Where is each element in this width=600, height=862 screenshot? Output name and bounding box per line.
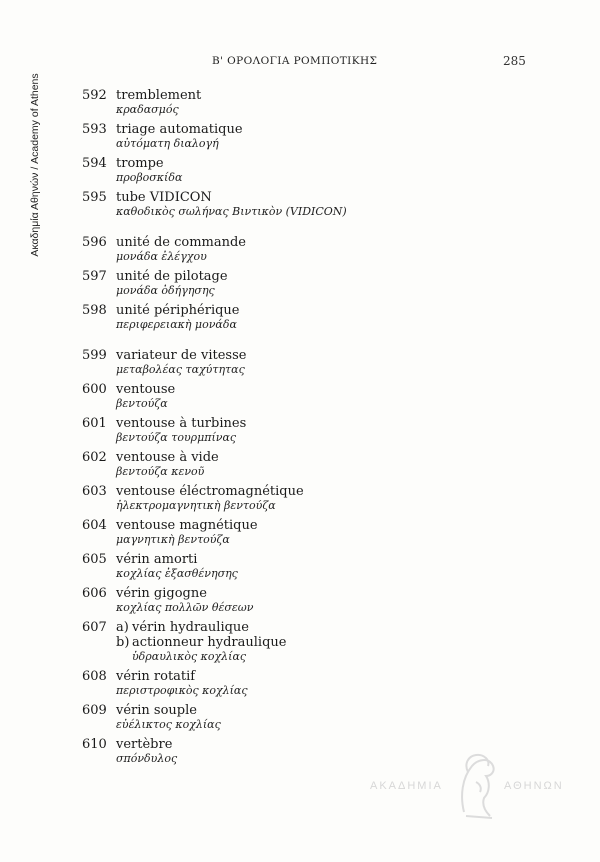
glossary-entry	[82, 190, 502, 218]
entry-term: unité périphérique	[116, 303, 240, 318]
entry-term: ventouse à vide	[116, 450, 219, 465]
entry-term-a: vérin hydraulique	[132, 620, 249, 635]
entry-greek: περιστροφικὸς κοχλίας	[116, 684, 248, 697]
entry-greek: βεντούζα τουρμπίνας	[116, 431, 237, 444]
glossary-entry	[82, 620, 502, 663]
entry-number: 608	[82, 669, 107, 684]
entry-term: tube VIDICON	[116, 190, 212, 205]
entry-term: vérin rotatif	[116, 669, 196, 684]
entry-greek: σπόνδυλος	[116, 752, 178, 765]
entry-greek: ἠλεκτρομαγνητικὴ βεντούζα	[116, 499, 276, 512]
entry-number: 602	[82, 450, 107, 465]
entry-greek: μεταβολέας ταχύτητας	[116, 363, 245, 376]
entry-greek: εὐέλικτος κοχλίας	[116, 718, 221, 731]
glossary-entry	[82, 669, 502, 697]
entry-term: triage automatique	[116, 122, 243, 137]
entry-greek: προβοσκίδα	[116, 171, 183, 184]
entry-term: ventouse à turbines	[116, 416, 247, 431]
entry-number: 600	[82, 382, 107, 397]
entry-number: 605	[82, 552, 107, 567]
entry-term: unité de commande	[116, 235, 246, 250]
entry-term: vertèbre	[116, 737, 173, 752]
glossary-entry	[82, 303, 502, 331]
page-number: 285	[503, 54, 526, 68]
entry-greek: αὐτόματη διαλογή	[116, 137, 219, 150]
glossary-entry	[82, 552, 502, 580]
entry-greek: κραδασμός	[116, 103, 179, 116]
entry-number: 603	[82, 484, 107, 499]
entry-number: 606	[82, 586, 107, 601]
entry-term: vérin amorti	[116, 552, 198, 567]
entry-term: trompe	[116, 156, 164, 171]
glossary-entry	[82, 450, 502, 478]
glossary-entry	[82, 348, 502, 376]
entry-term: vérin gigogne	[116, 586, 207, 601]
glossary-entry	[82, 484, 502, 512]
academy-watermark	[370, 750, 580, 830]
glossary-entry	[82, 235, 502, 263]
side-label-text: Ακαδημία Αθηνών / Academy of Athens	[29, 73, 41, 257]
glossary-entry	[82, 122, 502, 150]
entry-number: 601	[82, 416, 107, 431]
glossary-entry	[82, 518, 502, 546]
glossary-entries	[82, 88, 502, 765]
glossary-entry	[82, 156, 502, 184]
glossary-entry	[82, 88, 502, 116]
entry-greek: μονάδα ἐλέγχου	[116, 250, 207, 263]
entry-number: 610	[82, 737, 107, 752]
running-head: Β' ΟΡΟΛΟΓΙΑ ΡΟΜΠΟΤΙΚΗΣ	[212, 55, 378, 67]
glossary-entry	[82, 703, 502, 731]
entry-number: 593	[82, 122, 107, 137]
entry-greek: κοχλίας ἐξασθένησης	[116, 567, 238, 580]
entry-number: 609	[82, 703, 107, 718]
entry-term: vérin souple	[116, 703, 197, 718]
entry-number: 596	[82, 235, 107, 250]
entry-greek: βεντούζα	[116, 397, 168, 410]
entry-number: 599	[82, 348, 107, 363]
entry-number: 595	[82, 190, 107, 205]
entry-greek: καθοδικὸς σωλήνας Βιντικὸν (VIDICON)	[116, 205, 347, 218]
entry-term: unité de pilotage	[116, 269, 228, 284]
entry-greek: κοχλίας πολλῶν θέσεων	[116, 601, 254, 614]
sub-marker-a: a)	[116, 620, 129, 635]
glossary-entry	[82, 416, 502, 444]
entry-number: 607	[82, 620, 107, 635]
entry-greek: περιφερειακὴ μονάδα	[116, 318, 237, 331]
entry-term: ventouse éléctromagnétique	[116, 484, 304, 499]
glossary-entry	[82, 586, 502, 614]
entry-term-b: actionneur hydraulique	[132, 635, 287, 650]
entry-term: variateur de vitesse	[116, 348, 247, 363]
entry-number: 594	[82, 156, 107, 171]
entry-number: 598	[82, 303, 107, 318]
glossary-entry	[82, 269, 502, 297]
entry-greek: μονάδα ὁδήγησης	[116, 284, 215, 297]
watermark-right-text: ΑΘΗΝΩΝ	[504, 780, 564, 792]
entry-term: tremblement	[116, 88, 202, 103]
athena-seal-icon	[454, 752, 500, 824]
entry-term: ventouse	[116, 382, 176, 397]
entry-number: 597	[82, 269, 107, 284]
side-label	[24, 40, 46, 290]
entry-term: ventouse magnétique	[116, 518, 258, 533]
entry-greek: βεντούζα κενοῦ	[116, 465, 205, 478]
glossary-entry	[82, 382, 502, 410]
watermark-left-text: ΑΚΑΔΗΜΙΑ	[370, 780, 443, 792]
entry-number: 604	[82, 518, 107, 533]
sub-marker-b: b)	[116, 635, 130, 650]
entry-greek: μαγνητικὴ βεντούζα	[116, 533, 230, 546]
entry-number: 592	[82, 88, 107, 103]
entry-greek: ὑδραυλικὸς κοχλίας	[132, 650, 247, 663]
page-header	[0, 52, 600, 72]
